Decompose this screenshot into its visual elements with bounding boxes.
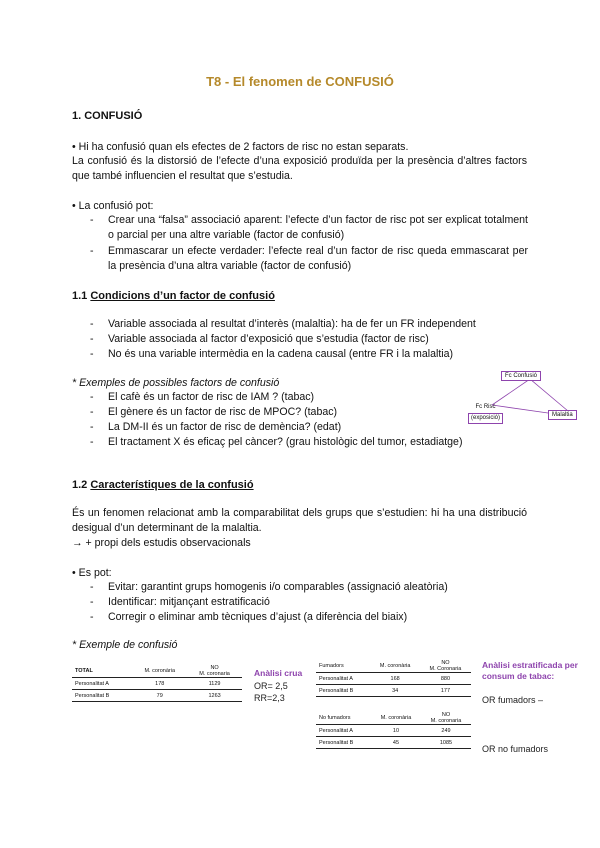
smokers-table: [316, 660, 471, 697]
list-item: - Variable associada al resultat d’interès (malaltia): ha de fer un FR independent: [90, 317, 528, 332]
list-item: - El cafè és un factor de risc de IAM ? (tabac): [90, 390, 528, 405]
section-heading-confusio: 1. CONFUSIÓ: [72, 110, 143, 122]
crude-analysis-label: Anàlisi crua: [254, 668, 303, 678]
diagram-node-confounder: Fc Confusió: [501, 371, 541, 381]
diagram-edge: [492, 379, 530, 405]
table-row: Personalitat B 79 1263: [72, 690, 242, 702]
nonsmokers-table: [316, 712, 471, 749]
list-item: - La DM-II és un factor de risc de demència? (edat): [90, 420, 528, 435]
stratified-label-line2: consum de tabac:: [482, 671, 555, 681]
table-header-row: Fumadors M. coronària NO M. Coronaria: [316, 660, 471, 673]
section-heading-conditions: [72, 290, 275, 302]
table-header-row: [72, 665, 242, 678]
bullet-can: • La confusió pot:: [72, 200, 154, 212]
section-title: Característiques de la confusió: [90, 479, 254, 491]
table-row: Personalitat B 34 177: [316, 685, 471, 697]
section-number: 1.2: [72, 479, 88, 491]
diagram-node-exposure-line1: Fc Risc: [475, 404, 496, 410]
section-title: Condicions d’un factor de confusió: [90, 290, 275, 302]
section-number: 1.1: [72, 290, 88, 302]
list-item: - Crear una “falsa” associació aparent: l’efecte d’un factor de risc pot ser explicat totalment o parcial per una altre variable (factor de confusió): [90, 213, 528, 243]
arrow-line: → + propi dels estudis observacionals: [72, 537, 251, 549]
or-nonsmokers: OR no fumadors: [482, 744, 549, 754]
stratified-label-line1: Anàlisi estratificada per: [482, 660, 578, 670]
list-item: - El tractament X és eficaç pel càncer? (grau histològic del tumor, estadiatge): [90, 435, 528, 450]
bullet-es-pot: • Es pot:: [72, 567, 112, 579]
list-item: - El gènere és un factor de risc de MPOC? (tabac): [90, 405, 528, 420]
table-row: Personalitat A 178 1129: [72, 678, 242, 690]
table-header-row: No fumadors M. coronària NO M. coronaria: [316, 712, 471, 725]
list-item: - Variable associada al factor d’exposició que s’estudia (factor de risc): [90, 332, 528, 347]
table-row: Personalitat A 168 880: [316, 673, 471, 685]
list-item: - Evitar: garantint grups homogenis i/o comparables (assignació aleatòria): [90, 580, 528, 595]
page-title: T8 - El fenomen de CONFUSIÓ: [206, 74, 394, 89]
paragraph-characteristics: És un fenomen relacionat amb la comparabilitat dels grups que s’estudien: hi ha una distribució desigual d’un determinant de la malaltia.: [72, 507, 527, 534]
or-smokers: OR fumadors –: [482, 695, 544, 705]
table-row: Personalitat B 45 1085: [316, 737, 471, 749]
crude-or: OR= 2,5: [254, 681, 288, 691]
list-item: - Corregir o eliminar amb tècniques d’ajust (a diferència del biaix): [90, 610, 528, 625]
table-header: M. coronària: [132, 665, 187, 678]
crude-rr: RR=2,3: [254, 693, 285, 703]
table-row: Personalitat A 10 249: [316, 725, 471, 737]
total-table: [72, 665, 242, 702]
example-label: * Exemple de confusió: [72, 639, 178, 651]
diagram-node-exposure-line2: (exposició): [468, 413, 503, 424]
list-item: - Emmascarar un efecte verdader: l’efecte real d’un factor de risc queda emmascarat per la presència d’una altra variable (factor de confusió): [90, 244, 528, 274]
paragraph-definition: La confusió és la distorsió de l’efecte d’una exposició produïda per la presència d’altres factors que també influencien el resultat que s’estudia.: [72, 155, 527, 182]
stratified-analysis-label: [482, 660, 578, 682]
table-header: TOTAL: [72, 665, 132, 678]
diagram-node-outcome: Malaltia: [548, 410, 577, 420]
bullet-definition: • Hi ha confusió quan els efectes de 2 factors de risc no estan separats.: [72, 141, 409, 153]
diagram-node-exposure: [468, 403, 503, 424]
examples-label: * Exemples de possibles factors de confusió: [72, 377, 280, 389]
section-heading-characteristics: [72, 479, 254, 491]
list-item: - Identificar: mitjançant estratificació: [90, 595, 528, 610]
diagram-edge: [530, 379, 568, 411]
table-header: NO M. coronaria: [187, 665, 242, 678]
list-item: - No és una variable intermèdia en la cadena causal (entre FR i la malaltia): [90, 347, 528, 362]
